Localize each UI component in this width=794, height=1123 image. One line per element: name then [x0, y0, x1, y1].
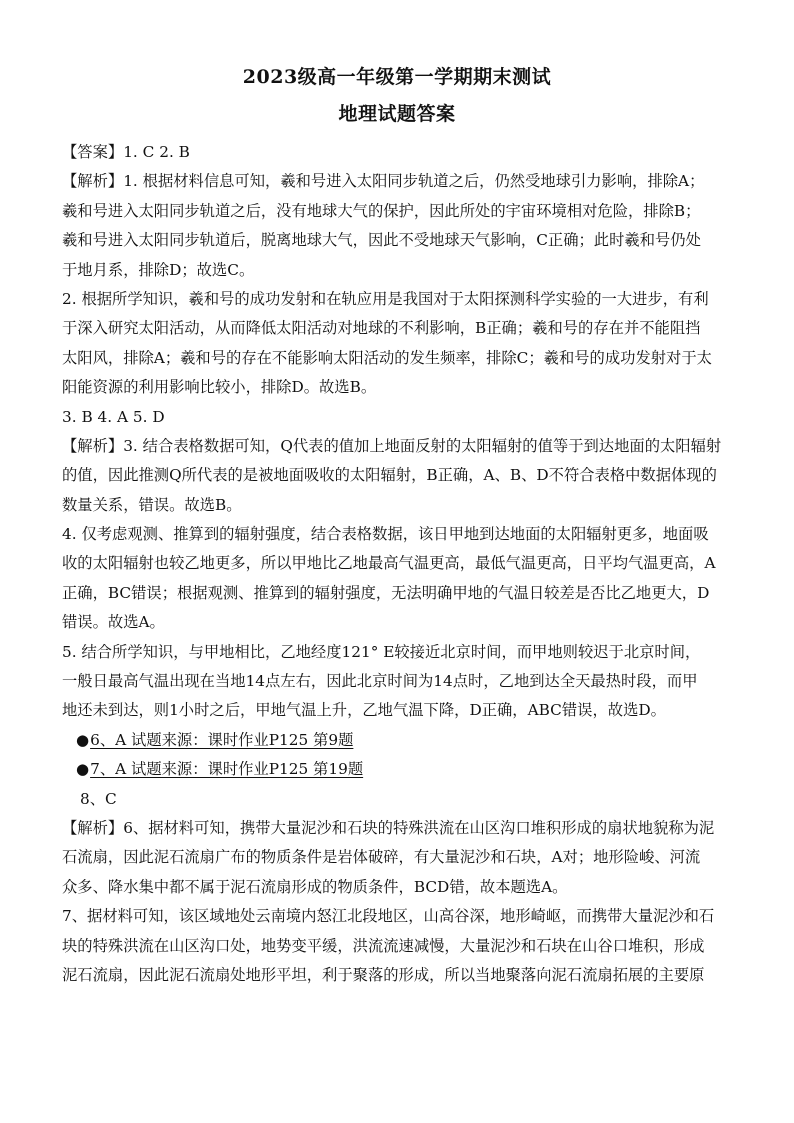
line-text: 收的太阳辐射也较乙地更多，所以甲地比乙地最高气温更高，最低气温更高，日平均气温更高，A: [62, 554, 716, 573]
text-line: [62, 667, 752, 696]
text-line: [62, 932, 752, 961]
line-text: 的值，因此推测Q所代表的是被地面吸收的太阳辐射，B正确，A、B、D不符合表格中数据体现的: [62, 466, 717, 485]
line-text: 【解析】1. 根据材料信息可知，羲和号进入太阳同步轨道之后，仍然受地球引力影响，排除A；: [62, 172, 705, 191]
text-line: [62, 373, 752, 402]
line-text: 【解析】3. 结合表格数据可知，Q代表的值加上地面反射的太阳辐射的值等于到达地面的太阳辐射: [62, 436, 722, 455]
line-text: 于深入研究太阳活动，从而降低太阳活动对地球的不利影响，B正确；羲和号的存在并不能阻挡: [62, 319, 701, 338]
line-text: 石流扇，因此泥石流扇广布的物质条件是岩体破碎，有大量泥沙和石块，A对；地形险峻、河流: [62, 848, 701, 867]
text-line: [62, 902, 752, 931]
text-line: [62, 520, 752, 549]
line-text: 正确，BC错误；根据观测、推算到的辐射强度，无法明确甲地的气温日较差是否比乙地更大，D: [62, 583, 710, 602]
text-line: [62, 549, 752, 578]
line-text: 数量关系，错误。故选B。: [62, 495, 242, 514]
text-line: [62, 843, 752, 872]
text-line: [62, 785, 752, 814]
text-line: [62, 285, 752, 314]
text-line: [62, 491, 752, 520]
line-text: 太阳风，排除A；羲和号的存在不能影响太阳活动的发生频率，排除C；羲和号的成功发射对于太: [62, 348, 712, 367]
document-title: 2023级高一年级第一学期期末测试: [242, 66, 552, 88]
line-text: 7、据材料可知，该区域地处云南境内怒江北段地区，山高谷深，地形崎岖，而携带大量泥沙和石: [62, 907, 715, 926]
line-text: 于地月系，排除D；故选C。: [62, 260, 255, 279]
text-line: [62, 226, 752, 255]
text-line: [62, 403, 752, 432]
bullet-icon: ●: [76, 760, 90, 779]
text-line: [62, 961, 752, 990]
line-text: 块的特殊洪流在山区沟口处，地势变平缓，洪流流速减慢，大量泥沙和石块在山谷口堆积，形成: [62, 936, 705, 955]
text-line: [62, 256, 752, 285]
line-text: 泥石流扇，因此泥石流扇处地形平坦，利于聚落的形成，所以当地聚落向泥石流扇拓展的主要原: [62, 965, 705, 984]
text-line: [62, 461, 752, 490]
text-line: [62, 873, 752, 902]
text-line: [62, 696, 752, 725]
bullet-icon: ●: [76, 730, 90, 749]
text-line: [62, 638, 752, 667]
line-text: 羲和号进入太阳同步轨道后，脱离地球大气，因此不受地球天气影响，C正确；此时羲和号仍处: [62, 231, 701, 250]
line-text: 7、A 试题来源：课时作业P125 第19题: [90, 760, 364, 779]
line-text: 地还未到达，则1小时之后，甲地气温上升，乙地气温下降，D正确，ABC错误，故选D。: [62, 701, 666, 720]
document-subtitle: 地理试题答案: [338, 103, 456, 125]
line-text: 【答案】1. C 2. B: [62, 143, 190, 161]
text-line: [62, 167, 752, 196]
line-text: 阳能资源的利用影响比较小，排除D。故选B。: [62, 378, 377, 397]
line-text: 6、A 试题来源：课时作业P125 第9题: [90, 730, 354, 749]
line-text: 【解析】6、据材料可知，携带大量泥沙和石块的特殊洪流在山区沟口堆积形成的扇状地貌称为泥: [62, 818, 715, 837]
line-text: 错误。故选A。: [62, 613, 165, 632]
text-line: [62, 755, 752, 784]
line-text: 羲和号进入太阳同步轨道之后，没有地球大气的保护，因此所处的宇宙环境相对危险，排除B；: [62, 201, 701, 220]
line-text: 8、C: [80, 789, 117, 808]
line-text: 4. 仅考虑观测、推算到的辐射强度，结合表格数据，该日甲地到达地面的太阳辐射更多，地面吸: [62, 525, 709, 544]
text-line: [62, 432, 752, 461]
line-text: 5. 结合所学知识，与甲地相比，乙地经度121° E较接近北京时间，而甲地则较迟于北京时间，: [62, 642, 701, 661]
line-text: 一般日最高气温出现在当地14点左右，因此北京时间为14点时，乙地到达全天最热时段，而甲: [62, 672, 698, 691]
text-line: [62, 726, 752, 755]
text-line: [62, 197, 752, 226]
text-line: [62, 344, 752, 373]
answer-body: [62, 138, 752, 990]
line-text: 众多、降水集中都不属于泥石流扇形成的物质条件，BCD错，故本题选A。: [62, 877, 568, 896]
line-text: 3. B 4. A 5. D: [62, 407, 165, 426]
text-line: [62, 138, 752, 167]
text-line: [62, 608, 752, 637]
text-line: [62, 814, 752, 843]
text-line: [62, 314, 752, 343]
line-text: 2. 根据所学知识，羲和号的成功发射和在轨应用是我国对于太阳探测科学实验的一大进步，有利: [62, 289, 709, 308]
text-line: [62, 579, 752, 608]
